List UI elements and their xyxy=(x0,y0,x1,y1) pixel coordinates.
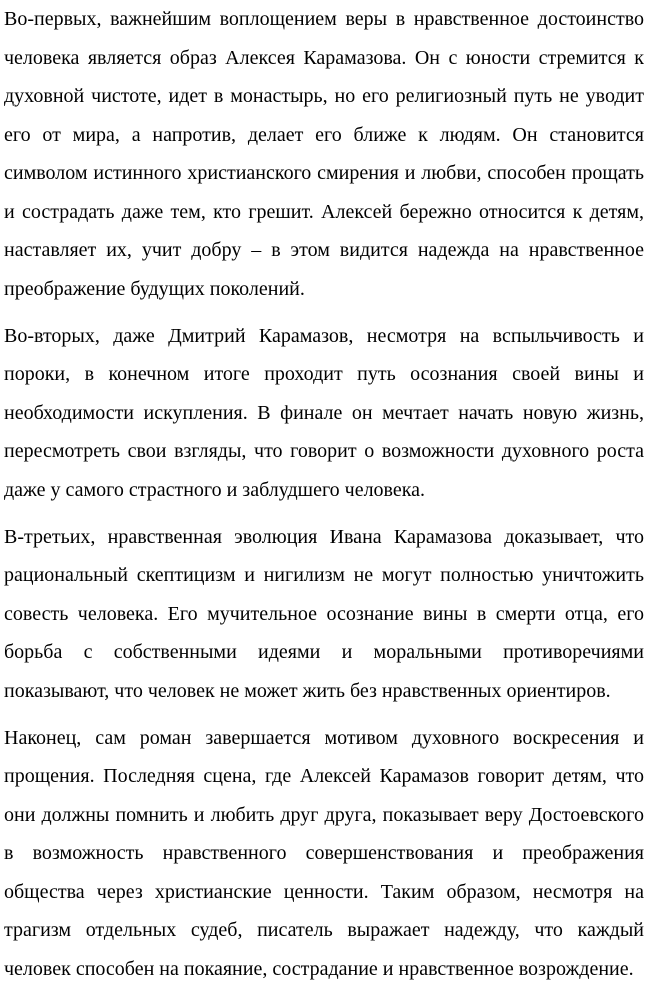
document-body xyxy=(4,0,644,997)
paragraph-1: Во-первых, важнейшим воплощением веры в нравственное достоинство человека является образ Алексея Карамазова. Он с юности стремится к духовной чистоте, идет в монастырь, но его религиозный путь не уводит его от мира, а напротив, делает его ближе к людям. Он становится символом истинного христианского смирения и любви, способен прощать и сострадать даже тем, кто грешит. Алексей бережно относится к детям, наставляет их, учит добру – в этом видится надежда на нравственное преображение будущих поколений. xyxy=(4,8,644,300)
paragraph-4: Наконец, сам роман завершается мотивом духовного воскресения и прощения. Последняя сцена, где Алексей Карамазов говорит детям, что они должны помнить и любить друг друга, показывает веру Достоевского в возможность нравственного совершенствования и преображения общества через христианские ценности. Таким образом, несмотря на трагизм отдельных судеб, писатель выражает надежду, что каждый человек способен на покаяние, сострадание и нравственное возрождение. xyxy=(4,726,644,980)
paragraph-2: Во-вторых, даже Дмитрий Карамазов, несмотря на вспыльчивость и пороки, в конечном итоге проходит путь осознания своей вины и необходимости искупления. В финале он мечтает начать новую жизнь, пересмотреть свои взгляды, что говорит о возможности духовного роста даже у самого страстного и заблудшего человека. xyxy=(4,324,644,501)
paragraph-3: В-третьих, нравственная эволюция Ивана Карамазова доказывает, что рациональный скептицизм и нигилизм не могут полностью уничтожить совесть человека. Его мучительное осознание вины в смерти отца, его борьба с собственными идеями и моральными противоречиями показывают, что человек не может жить без нравственных ориентиров. xyxy=(4,525,644,702)
